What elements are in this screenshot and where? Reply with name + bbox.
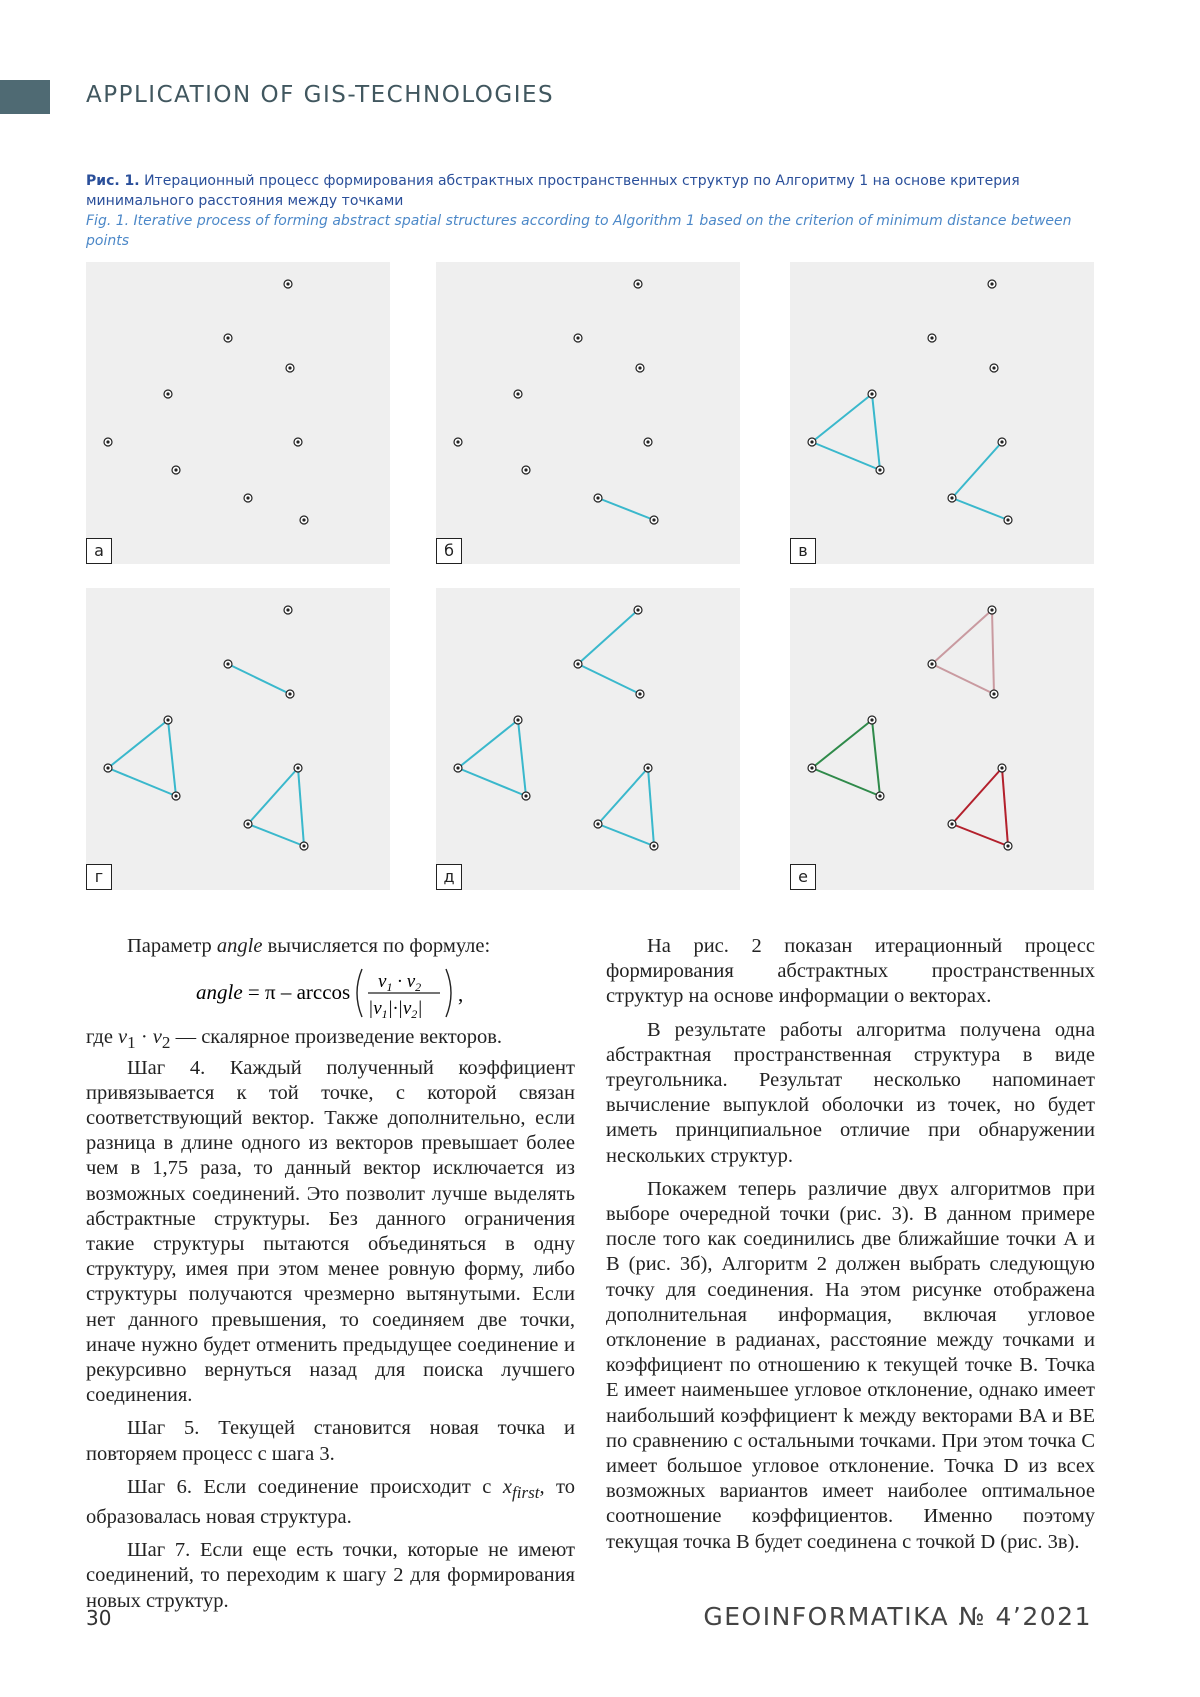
edge-EI	[648, 768, 654, 846]
panel-label: г	[86, 864, 112, 890]
panel-label: а	[86, 538, 112, 564]
edge-HI	[598, 824, 654, 846]
magazine-title: GEOINFORMATIKA № 4’2021	[703, 1602, 1092, 1631]
point-F	[104, 438, 112, 446]
figure-panel-a	[86, 262, 390, 564]
edge-DG	[872, 394, 880, 470]
point-D	[164, 390, 172, 398]
point-D	[868, 390, 876, 398]
edge-DF	[458, 720, 518, 768]
edge-HI	[598, 498, 654, 520]
edge-AC	[992, 610, 994, 694]
point-E	[998, 438, 1006, 446]
point-I	[1004, 842, 1012, 850]
edge-DF	[812, 394, 872, 442]
point-G	[522, 792, 530, 800]
point-G	[876, 466, 884, 474]
paragraph: Шаг 5. Текущей становится новая точка и повторяем процесс с шага 3.	[86, 1417, 575, 1465]
point-C	[636, 364, 644, 372]
edge-HI	[952, 498, 1008, 520]
point-C	[990, 690, 998, 698]
running-header: APPLICATION OF GIS-TECHNOLOGIES	[86, 82, 555, 108]
edge-BC	[578, 664, 640, 694]
figure-panel-e	[790, 588, 1094, 890]
point-B	[928, 334, 936, 342]
paragraph: На рис. 2 показан итерационный процесс формирования абстрактных пространственных структур на основе информации о векторах.	[606, 935, 1095, 1008]
edge-EI	[1002, 768, 1008, 846]
edge-DF	[108, 720, 168, 768]
edge-FG	[108, 768, 176, 796]
point-A	[284, 606, 292, 614]
point-I	[300, 516, 308, 524]
point-A	[284, 280, 292, 288]
point-D	[868, 716, 876, 724]
paragraph: Шаг 7. Если еще есть точки, которые не имеют соединений, то переходим к шагу 2 для формирования новых структур.	[86, 1539, 575, 1612]
edge-BC	[228, 664, 290, 694]
point-E	[644, 438, 652, 446]
right-column	[606, 934, 1095, 1555]
edge-FG	[812, 442, 880, 470]
point-E	[998, 764, 1006, 772]
point-H	[244, 820, 252, 828]
figure-label: Рис. 1.	[86, 173, 140, 189]
point-F	[808, 438, 816, 446]
edge-FG	[812, 768, 880, 796]
point-B	[224, 660, 232, 668]
page-number: 30	[86, 1606, 112, 1630]
point-F	[104, 764, 112, 772]
edge-HI	[952, 824, 1008, 846]
svg-text:,: ,	[458, 982, 464, 1007]
edge-EH	[952, 442, 1002, 498]
edge-DG	[518, 720, 526, 796]
point-G	[876, 792, 884, 800]
point-I	[650, 842, 658, 850]
formula-denominator: $|v_1|\cdot|v_2|$	[368, 998, 423, 1022]
point-I	[300, 842, 308, 850]
point-C	[990, 364, 998, 372]
point-A	[988, 280, 996, 288]
edge-AB	[578, 610, 638, 664]
point-I	[650, 516, 658, 524]
point-B	[928, 660, 936, 668]
paragraph: Параметр angle вычисляется по формуле:	[127, 935, 491, 957]
panel-label: б	[436, 538, 462, 564]
figure-caption-en: Fig. 1. Iterative process of forming abstract spatial structures according to Algorithm 1 based on the criterion of minimum distance between points	[86, 213, 1072, 249]
point-H	[244, 494, 252, 502]
edge-AB	[932, 610, 992, 664]
point-A	[634, 606, 642, 614]
point-B	[574, 660, 582, 668]
point-D	[514, 390, 522, 398]
figure-panel-b	[436, 262, 740, 564]
panel-label: д	[436, 864, 462, 890]
point-E	[294, 764, 302, 772]
point-E	[644, 764, 652, 772]
left-column	[86, 934, 575, 1614]
point-E	[294, 438, 302, 446]
figure-caption-ru: Рис. 1. Итерационный процесс формирования абстрактных пространственных структур по Алгоритму 1 на основе критерия минимального расстояния между точками	[86, 173, 1020, 209]
point-B	[574, 334, 582, 342]
point-C	[286, 690, 294, 698]
point-H	[594, 820, 602, 828]
paragraph: Покажем теперь различие двух алгоритмов при выборе очередной точки (рис. 3). В данном примере после того как соединились две ближайшие точки A и B (рис. 3б), Алгоритм 2 должен выбрать следующую точку для соединения. На этом рисунке отображена дополнительная информация, включая угловое отклонение в радианах, расстояние между точками и коэффициент по отношению к текущей точке B. Точка E имеет наименьшее угловое отклонение, однако имеет наибольший коэффициент k между векторами BA и BE по сравнению с остальными точками. При этом точка C имеет большое угловое отклонение. Точка D из всех возможных вариантов имеет наиболее оптимальное соотношение коэффициентов. Именно поэтому текущая точка B будет соединена с точкой D (рис. 3в).	[606, 1177, 1095, 1553]
paragraph: Шаг 6. Если соединение происходит с $x_{first}$, то образовалась новая структура.	[86, 1475, 575, 1529]
point-G	[172, 792, 180, 800]
point-B	[224, 334, 232, 342]
formula-lhs: angle = π – arccos	[196, 980, 351, 1005]
point-G	[522, 466, 530, 474]
point-H	[594, 494, 602, 502]
point-H	[948, 820, 956, 828]
edge-EH	[598, 768, 648, 824]
point-F	[808, 764, 816, 772]
figure-panel-g	[86, 588, 390, 890]
point-A	[634, 280, 642, 288]
header-accent-bar	[0, 80, 50, 114]
point-C	[636, 690, 644, 698]
edge-DF	[812, 720, 872, 768]
panel-label: в	[790, 538, 816, 564]
point-A	[988, 606, 996, 614]
edge-DG	[872, 720, 880, 796]
edge-DG	[168, 720, 176, 796]
point-I	[1004, 516, 1012, 524]
point-G	[172, 466, 180, 474]
edge-EI	[298, 768, 304, 846]
figure-panel-d	[436, 588, 740, 890]
panel-label: е	[790, 864, 816, 890]
edge-FG	[458, 768, 526, 796]
figure-panel-v	[790, 262, 1094, 564]
paragraph: где $v_1 \cdot v_2$ — скалярное произведение векторов.	[86, 1026, 503, 1053]
angle-formula	[86, 961, 575, 1021]
edge-EH	[952, 768, 1002, 824]
edge-HI	[248, 824, 304, 846]
paragraph: В результате работы алгоритма получена одна абстрактная пространственная структура в виде треугольника. Результат несколько напоминает вычисление выпуклой оболочки из точек, но будет иметь принципиальное отличие при обнаружении нескольких структур.	[606, 1018, 1095, 1167]
edge-EH	[248, 768, 298, 824]
paragraph: Шаг 4. Каждый полученный коэффициент привязывается к той точке, с которой связан соответствующий вектор. Также дополнительно, если разница в длине одного из векторов превышает более чем в 1,75 раза, то данный вектор исключается из возможных соединений. Это позволит лучше выделять абстрактные структуры. Без данного ограничения такие структуры пытаются объединяться в одну структуру, имея при этом менее ровную форму, либо структуры получаются чрезмерно вытянутыми. Если нет данного превышения, то соединяем две точки, иначе нужно будет отменить предыдущее соединение и рекурсивно вернуться назад для поиска лучшего соединения.	[86, 1056, 575, 1407]
point-D	[514, 716, 522, 724]
edge-BC	[932, 664, 994, 694]
formula-numerator: $v_1 \cdot v_2$	[378, 971, 422, 995]
point-D	[164, 716, 172, 724]
point-F	[454, 764, 462, 772]
point-C	[286, 364, 294, 372]
point-H	[948, 494, 956, 502]
point-F	[454, 438, 462, 446]
